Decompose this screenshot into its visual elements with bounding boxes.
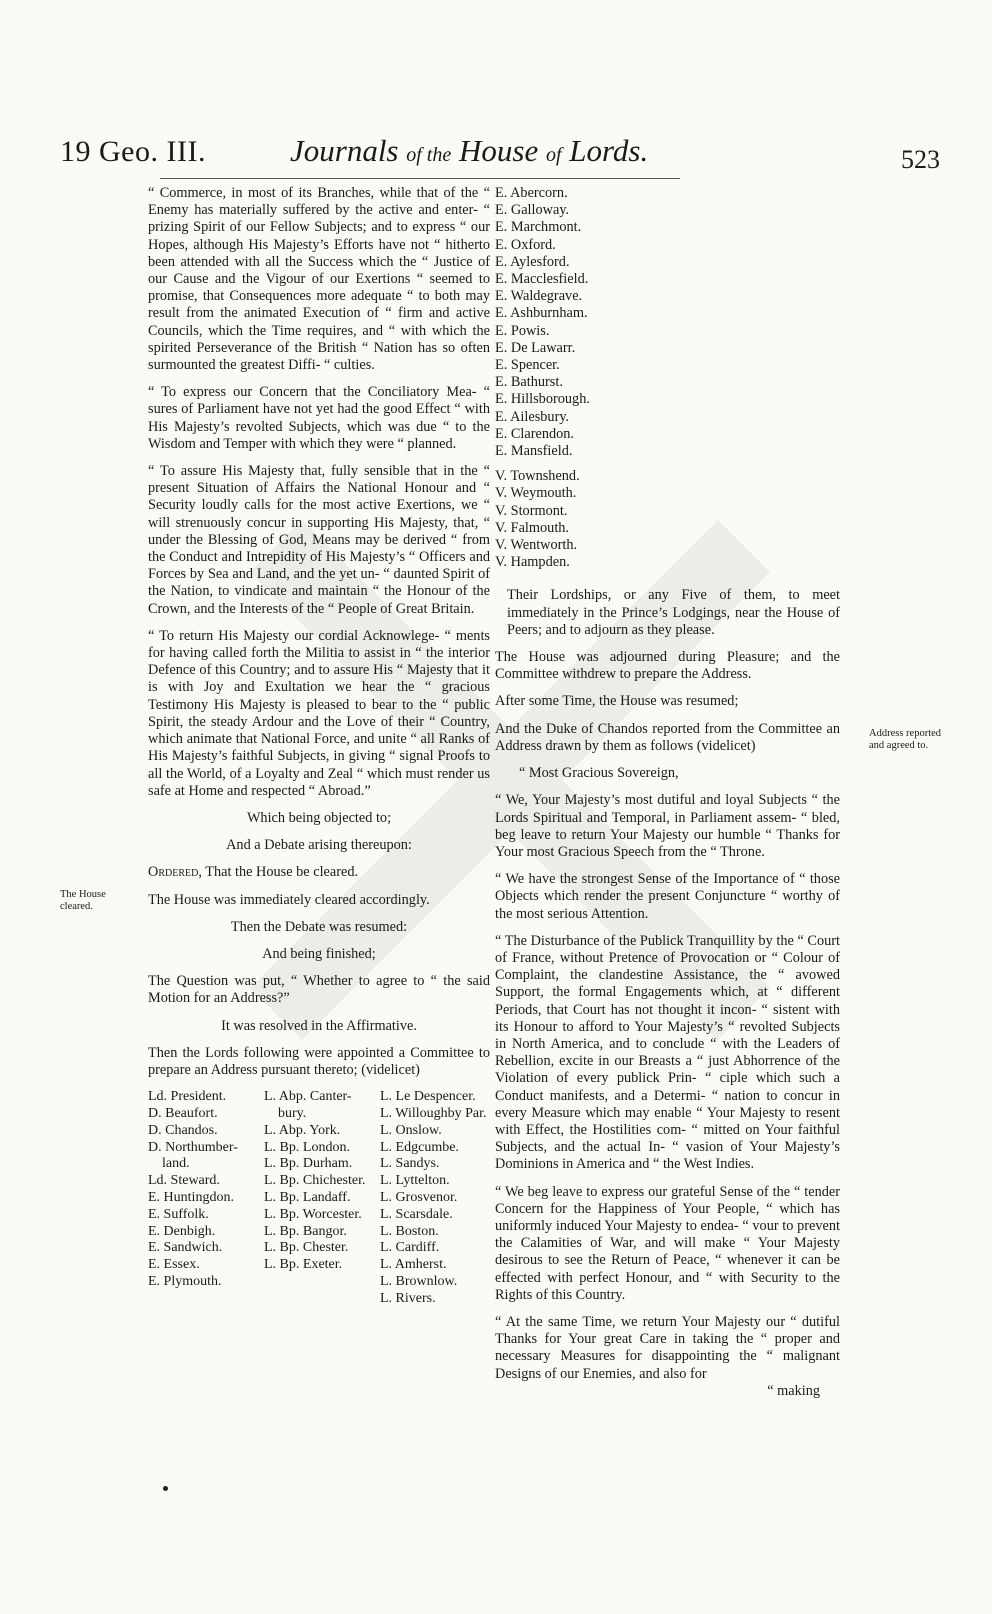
paragraph: “ To return His Majesty our cordial Acknowlege- “ ments for having called forth the Militia to assist in “ the interior Defence of this Country; and to assure His “ Majesty that it is with Joy and Exultation we hear the “ gracious Testimony His Majesty is pleased to bear to the “ public Spirit, the steady Ardour and the Love of their “ Country, which animate that National Force, and unite “ all Ranks of His Majesty’s faithful Subjects, in giving “ signal Proofs to all the World, of a Loyalty and Zeal “ which must render us safe at Home and respected “ Abroad.” (148, 627, 490, 799)
session-label: 19 Geo. III. (60, 135, 206, 168)
lord-entry: E. Ashburnham. (495, 305, 588, 322)
lord-entry: E. Denbigh. (148, 1223, 216, 1239)
paragraph: “ At the same Time, we return Your Majesty our “ dutiful Thanks for Your great Care in taking the “ proper and necessary Measures for disappointing the “ malignant Designs of our Enemies, and also for (495, 1313, 840, 1382)
lord-entry: E. Oxford. (495, 236, 556, 253)
lord-entry: V. Townshend. (495, 468, 580, 485)
title-part: Lords. (569, 133, 649, 168)
lord-entry: E. Macclesfield. (495, 271, 589, 288)
lord-entry: L. Bp. Landaff. (264, 1189, 351, 1205)
page-header (60, 135, 940, 187)
lord-entry: E. Waldegrave. (495, 288, 583, 305)
paragraph: “ To express our Concern that the Conciliatory Mea- “ sures of Parliament have not yet had the good Effect “ with His Majesty’s revolted Subjects, which was due “ to the Wisdom and Temper with which they were “ planned. (148, 384, 490, 452)
procedure-line: Which being objected to; (246, 809, 392, 826)
title-part: House (459, 133, 539, 168)
lord-entry: L. Edgcumbe. (380, 1139, 459, 1155)
journal-title (290, 133, 648, 169)
lords-column (264, 1089, 372, 1307)
paragraph: “ We beg leave to express our grateful Sense of the “ tender Concern for the Happiness of Your People, “ which has uniformly induced Your Majesty to endea- “ vour to prevent the Calamities of War, and will make “ Your Majesty desirous to see the Return of Peace, “ whenever it can be effected with perfect Honour, and “ with Security to the Rights of this Country. (495, 1183, 840, 1303)
lord-entry: L. Willoughby Par. (380, 1105, 487, 1121)
lord-entry: bury. (278, 1105, 307, 1121)
lord-entry: D. Chandos. (148, 1122, 218, 1138)
viscounts-list (495, 468, 840, 571)
title-part: of (545, 144, 562, 166)
lord-entry: land. (162, 1156, 190, 1172)
lord-entry: E. Ailesbury. (495, 408, 570, 425)
paragraph: After some Time, the House was resumed; (495, 693, 739, 710)
lord-entry: Ld. Steward. (148, 1173, 220, 1189)
lord-entry: Ld. President. (148, 1089, 227, 1105)
lord-entry: V. Weymouth. (495, 485, 577, 502)
lord-entry: L. Bp. Bangor. (264, 1223, 347, 1239)
lord-entry: V. Falmouth. (495, 519, 570, 536)
lord-entry: L. Bp. Chichester. (264, 1173, 366, 1189)
lord-entry: E. Mansfield. (495, 443, 573, 460)
lord-entry: E. Essex. (148, 1257, 200, 1273)
lord-entry: L. Scarsdale. (380, 1206, 453, 1222)
committee-line: Then the Lords following were appointed a Committee to prepare an Address pursuant thereto; (videlicet) (148, 1044, 490, 1078)
lord-entry: E. Aylesford. (495, 253, 570, 270)
procedure-line: And a Debate arising thereupon: (226, 837, 412, 854)
procedure-line: Then the Debate was resumed: (230, 918, 408, 935)
catchword: “ making (767, 1382, 820, 1399)
lord-entry: V. Stormont. (495, 502, 568, 519)
lord-entry: E. Powis. (495, 322, 550, 339)
lord-entry: L. Abp. Canter- (264, 1089, 352, 1105)
header-rule (160, 178, 680, 179)
lord-entry: L. Rivers. (380, 1290, 436, 1306)
paragraph: “ We have the strongest Sense of the Importance of “ those Objects which render the present Conjuncture “ worthy of the most serious Attention. (495, 871, 840, 922)
lord-entry: L. Cardiff. (380, 1240, 440, 1256)
lords-column (148, 1089, 256, 1307)
order-line (148, 864, 490, 881)
lord-entry: V. Wentworth. (495, 537, 578, 554)
paragraph: Their Lordships, or any Five of them, to meet immediately in the Prince’s Lodgings, near the House of Peers; and to adjourn as they please. (507, 587, 840, 638)
procedure-line: The House was immediately cleared accordingly. (148, 891, 430, 908)
title-part: of the (406, 144, 452, 166)
lord-entry: L. Bp. Worcester. (264, 1206, 362, 1222)
left-column (148, 185, 490, 1308)
procedure-line: And being finished; (262, 945, 376, 962)
lord-entry: L. Sandys. (380, 1156, 440, 1172)
lord-entry: E. Plymouth. (148, 1273, 222, 1289)
lord-entry: L. Onslow. (380, 1122, 442, 1138)
lord-entry: L. Bp. Exeter. (264, 1257, 343, 1273)
lord-entry: L. Grosvenor. (380, 1189, 458, 1205)
lord-entry: E. Clarendon. (495, 425, 575, 442)
paragraph: The House was adjourned during Pleasure; and the Committee withdrew to prepare the Address. (495, 649, 840, 683)
lord-entry: E. Abercorn. (495, 185, 568, 201)
committee-list (148, 1089, 490, 1307)
ink-spot (163, 1486, 168, 1491)
paragraph: “ We, Your Majesty’s most dutiful and loyal Subjects “ the Lords Spiritual and Temporal, in Parliament assem- “ bled, beg leave to return Your Majesty our humble “ Thanks for Your most Gracious Speech from the “ Throne. (495, 792, 840, 860)
lord-entry: E. Sandwich. (148, 1240, 223, 1256)
margin-note-address: Address reported and agreed to. (869, 728, 942, 751)
lord-entry: E. De Lawarr. (495, 339, 576, 356)
paragraph: And the Duke of Chandos reported from the Committee an Address drawn by them as follows (videlicet) (495, 720, 840, 754)
lord-entry: L. Lyttelton. (380, 1173, 450, 1189)
lord-entry: L. Le Despencer. (380, 1089, 476, 1105)
lord-entry: L. Boston. (380, 1223, 439, 1239)
margin-note-cleared: The House cleared. (60, 889, 106, 912)
lord-entry: E. Marchmont. (495, 219, 582, 236)
lord-entry: E. Suffolk. (148, 1206, 209, 1222)
procedure-line: It was resolved in the Affirmative. (221, 1017, 417, 1034)
page-number: 523 (901, 145, 940, 174)
lord-entry: V. Hampden. (495, 554, 570, 571)
lord-entry: D. Beaufort. (148, 1105, 218, 1121)
lord-entry: D. Northumber- (148, 1139, 238, 1155)
question-line: The Question was put, “ Whether to agree to “ the said Motion for an Address?” (148, 973, 490, 1007)
lord-entry: L. Brownlow. (380, 1273, 458, 1289)
lord-entry: E. Bathurst. (495, 374, 563, 391)
earls-list (495, 185, 840, 460)
lords-column (380, 1089, 490, 1307)
lord-entry: E. Galloway. (495, 202, 570, 219)
ordered-text: That the House be cleared. (205, 864, 359, 881)
title-part: Journals (290, 133, 399, 168)
paragraph: “ The Disturbance of the Publick Tranquillity by the “ Court of France, without Pretence of Provocation or “ Colour of Complaint, the clandestine Assistance, the “ avowed Support, the formal Engagements which, at “ different Periods, that Court has not thought it incon- “ sistent with its Honour to afford to Your Majesty’s “ revolted Subjects in North America, and to conclude “ with the Leaders of Rebellion, excite in our Breasts a “ just Abhorrence of the Violation of every publick Prin- “ ciple which such a Conduct manifests, and a Determi- “ nation to concur in every Measure which may enable “ Your Majesty to resent with Effect, the Hostilities com- “ mitted on Your faithful Subjects, and the actual In- “ vasion of Your Majesty’s Dominions in America and “ the West Indies. (495, 932, 840, 1173)
lord-entry: L. Amherst. (380, 1257, 447, 1273)
lord-entry: L. Bp. Chester. (264, 1240, 349, 1256)
ordered-word: Ordered, (148, 864, 202, 881)
lord-entry: E. Huntingdon. (148, 1189, 234, 1205)
lord-entry: L. Bp. London. (264, 1139, 350, 1155)
paragraph: “ Commerce, in most of its Branches, while that of the “ Enemy has materially suffered by the active and enter- “ prizing Spirit of our Fellow Subjects; and to express “ our Hopes, although His Majesty’s Efforts have not “ hitherto been attended with all the Success which the “ Justice of our Cause and the Vigour of our Exertions “ seemed to promise, that Consequences more adequate “ to both may result from the animated Execution of “ firm and active Councils, which the Time requires, and “ with which the spirited Perseverance of the British “ Nation has so often surmounted the greatest Diffi- “ culties. (148, 185, 490, 374)
lord-entry: L. Bp. Durham. (264, 1156, 353, 1172)
right-column (495, 185, 840, 1400)
lord-entry: E. Hillsborough. (495, 391, 590, 408)
lord-entry: L. Abp. York. (264, 1122, 341, 1138)
lord-entry: E. Spencer. (495, 357, 560, 374)
paragraph: “ To assure His Majesty that, fully sensible that in the “ present Situation of Affairs the National Honour and “ Security loudly calls for the most active Exertions, we “ will strenuously concur in supporting His Majesty, that, “ under the Blessing of God, Means may be derived “ from the Conduct and Intrepidity of His Majesty’s “ Officers and Forces by Sea and Land, and the yet un- “ daunted Spirit of the Nation, to vindicate and maintain “ the Honour of the Crown, and the Interests of the “ People of Great Britain. (148, 463, 490, 617)
salutation: “ Most Gracious Sovereign, (519, 765, 679, 782)
